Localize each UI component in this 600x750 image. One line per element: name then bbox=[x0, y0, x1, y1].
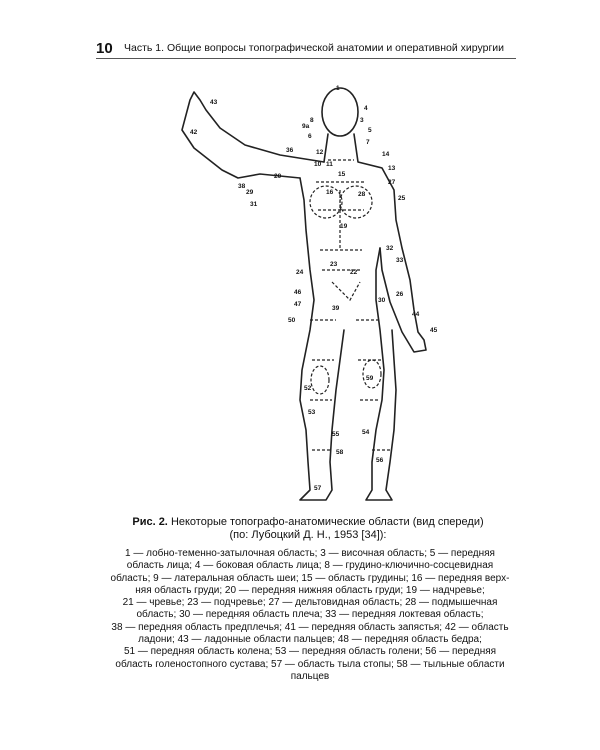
figure-label: 52 bbox=[304, 385, 312, 392]
figure-label: 6 bbox=[308, 133, 312, 140]
legend-line: область; 30 — передняя область плеча; 33 — передняя локтевая область; bbox=[136, 609, 484, 621]
chest-region-left bbox=[340, 186, 372, 218]
header-rule bbox=[96, 58, 516, 59]
figure-label: 29 bbox=[246, 189, 254, 196]
figure-label: 9a bbox=[302, 123, 310, 130]
figure-label: 50 bbox=[288, 317, 296, 324]
figure-caption bbox=[108, 516, 508, 542]
figure-label: 44 bbox=[412, 311, 420, 318]
legend-line: 1 — лобно-теменно-затылочная область; 3 — височная область; 5 — передняя bbox=[125, 548, 495, 559]
figure-label: 28 bbox=[358, 191, 366, 198]
legend-line: няя область груди; 20 — передняя нижняя область груди; 19 — надчревье; bbox=[135, 584, 485, 596]
figure-label: 24 bbox=[296, 269, 304, 276]
figure-label: 25 bbox=[398, 195, 406, 202]
figure-label: 26 bbox=[396, 291, 404, 298]
page-header bbox=[96, 38, 516, 60]
figure-label: 13 bbox=[388, 165, 396, 172]
body-diagram bbox=[150, 70, 450, 510]
caption-prefix: Рис. 2. bbox=[132, 516, 168, 528]
figure-label: 10 bbox=[314, 161, 322, 168]
figure-label: 11 bbox=[326, 161, 333, 168]
figure-label: 16 bbox=[326, 189, 334, 196]
figure-label: 22 bbox=[350, 269, 358, 276]
figure-label: 56 bbox=[376, 457, 384, 464]
figure-label: 39 bbox=[332, 305, 340, 312]
legend-line: пальцев bbox=[290, 670, 330, 682]
running-head: Часть 1. Общие вопросы топографической анатомии и оперативной хирургии bbox=[124, 42, 505, 54]
figure-label: 8 bbox=[310, 117, 314, 124]
legend-line: 38 — передняя область предплечья; 41 — передняя область запястья; 42 — область bbox=[111, 621, 509, 633]
figure-label: 20 bbox=[274, 173, 282, 180]
figure-label: 27 bbox=[388, 179, 396, 186]
figure-label: 32 bbox=[386, 245, 394, 252]
legend-line: ладони; 43 — ладонные области пальцев; 48 — передняя область бедра; bbox=[138, 634, 482, 646]
knee-region-right bbox=[311, 366, 329, 394]
figure-label: 42 bbox=[190, 129, 198, 136]
anatomy-figure bbox=[150, 70, 450, 510]
figure-label: 46 bbox=[294, 289, 302, 296]
figure-label: 19 bbox=[340, 223, 348, 230]
figure-label: 36 bbox=[286, 147, 294, 154]
caption-source: (по: Лубоцкий Д. Н., 1953 [34]): bbox=[229, 529, 387, 541]
figure-label: 5 bbox=[368, 127, 372, 134]
figure-label: 59 bbox=[366, 375, 374, 382]
figure-label: 12 bbox=[316, 149, 324, 156]
figure-label: 58 bbox=[336, 449, 344, 456]
region-borders bbox=[310, 160, 390, 450]
knee-region-left bbox=[363, 360, 381, 388]
legend-line: область лица; 4 — боковая область лица; 8 — грудино-ключично-сосцевидная bbox=[126, 560, 494, 572]
figure-label: 15 bbox=[338, 171, 346, 178]
legend-line: 51 — передняя область колена; 53 — передняя область голени; 56 — передняя bbox=[123, 646, 497, 658]
figure-label: 4 bbox=[364, 105, 368, 112]
figure-label: 54 bbox=[362, 429, 370, 436]
figure-label: 7 bbox=[366, 139, 370, 146]
figure-label: 45 bbox=[430, 327, 438, 334]
legend-line: область; 9 — латеральная область шеи; 15 — область грудины; 16 — передняя верх- bbox=[110, 572, 510, 584]
left-arm-outline bbox=[324, 134, 426, 352]
legend-line: область голеностопного сустава; 57 — область тыла стопы; 58 — тыльные области bbox=[115, 658, 505, 670]
figure-label: 30 bbox=[378, 297, 386, 304]
figure-label: 23 bbox=[330, 261, 338, 268]
figure-label: 55 bbox=[332, 431, 340, 438]
figure-label: 38 bbox=[238, 183, 246, 190]
figure-label: 33 bbox=[396, 257, 404, 264]
figure-label: 53 bbox=[308, 409, 316, 416]
figure-label: 3 bbox=[360, 117, 364, 124]
figure-label: 43 bbox=[210, 99, 218, 106]
figure-label: 57 bbox=[314, 485, 322, 492]
page-number: 10 bbox=[96, 40, 113, 57]
legend-line: 21 — чревье; 23 — подчревье; 27 — дельтовидная область; 28 — подмышечная bbox=[122, 597, 498, 609]
caption-title: Некоторые топографо-анатомические области (вид спереди) bbox=[170, 516, 484, 528]
figure-legend bbox=[110, 548, 510, 683]
figure-label: 31 bbox=[250, 201, 258, 208]
figure-label: 47 bbox=[294, 301, 302, 308]
figure-label: 1 bbox=[336, 85, 340, 92]
figure-label: 14 bbox=[382, 151, 390, 158]
head-outline bbox=[322, 88, 358, 136]
raised-arm-outline bbox=[182, 92, 324, 178]
